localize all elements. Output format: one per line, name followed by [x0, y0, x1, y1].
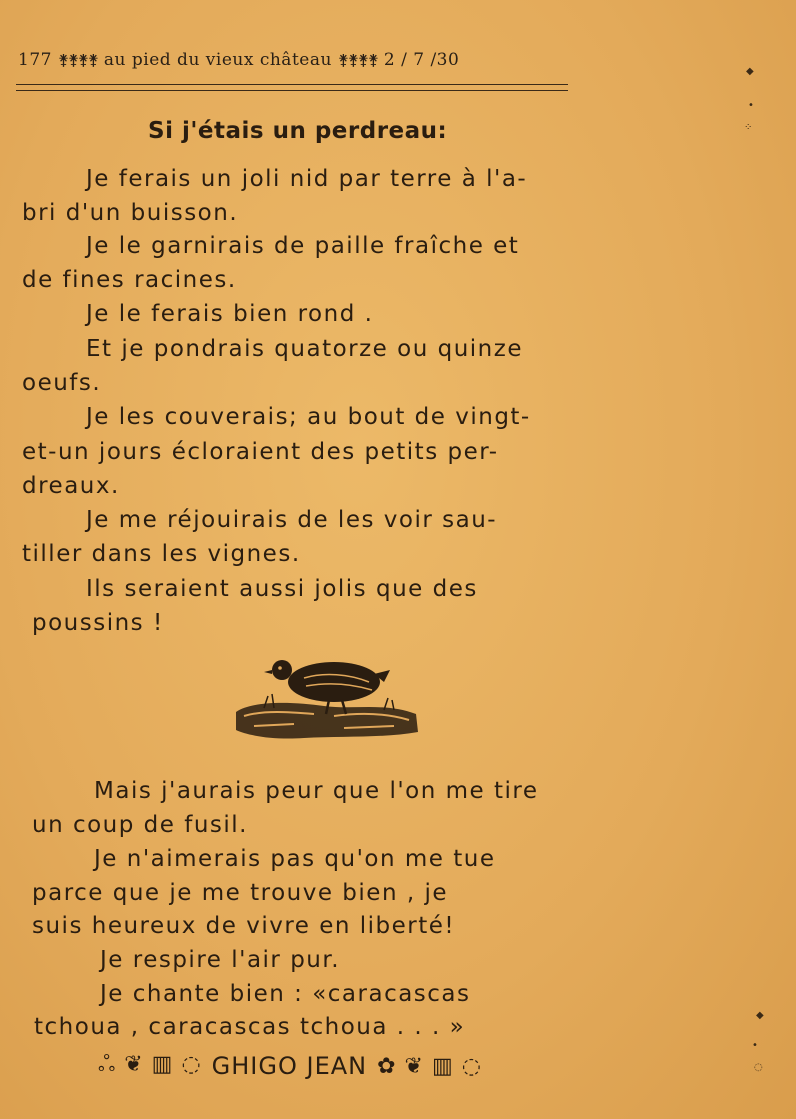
- page-header: [18, 50, 578, 70]
- signature-ornament-right: ✿ ❦ ▥ ◌: [377, 1053, 482, 1079]
- poem-line: Et je pondrais quatorze ou quinze: [86, 336, 523, 362]
- signature-ornament-left: ஃ ❦ ▥ ◌: [98, 1052, 202, 1077]
- author-name: GHIGO JEAN: [211, 1052, 368, 1080]
- poem-line: Mais j'aurais peur que l'on me tire: [94, 778, 539, 804]
- poem-line: bri d'un buisson.: [22, 200, 239, 226]
- poem-line: poussins !: [32, 610, 164, 636]
- poem-title: Si j'étais un perdreau:: [148, 118, 448, 144]
- poem-line: dreaux.: [22, 473, 120, 499]
- margin-speck-icon: ⁘: [744, 122, 753, 133]
- poem-line: de fines racines.: [22, 267, 237, 293]
- margin-speck-icon: ◆: [746, 66, 754, 77]
- header-rule: [16, 84, 568, 91]
- poem-line: Je n'aimerais pas qu'on me tue: [94, 846, 496, 872]
- poem-line: et-un jours écloraient des petits per-: [22, 439, 499, 465]
- margin-speck-icon: ◌: [754, 1062, 763, 1073]
- header-ornament-left: ⚵⚵⚵⚵: [57, 51, 98, 69]
- header-ornament-right: ⚵⚵⚵⚵: [337, 51, 378, 69]
- poem-line: tiller dans les vignes.: [22, 541, 301, 567]
- newsletter-title: au pied du vieux château: [103, 50, 332, 70]
- poem-line: Je respire l'air pur.: [100, 947, 341, 973]
- poem-line: Je chante bien : «caracascas: [100, 981, 471, 1007]
- margin-speck-icon: •: [752, 1040, 758, 1051]
- issue-date: 2 / 7 /30: [383, 50, 460, 70]
- poem-line: Je le garnirais de paille fraîche et: [86, 233, 520, 259]
- poem-line: Je le ferais bien rond .: [86, 301, 374, 327]
- poem-line: un coup de fusil.: [32, 812, 248, 838]
- poem-line: Je me réjouirais de les voir sau-: [86, 507, 498, 533]
- poem-line: tchoua , caracascas tchoua . . . »: [34, 1014, 466, 1040]
- margin-speck-icon: •: [748, 100, 754, 111]
- poem-line: oeufs.: [22, 370, 102, 396]
- poem-line: Ils seraient aussi jolis que des: [86, 576, 478, 602]
- margin-speck-icon: ◆: [756, 1010, 764, 1021]
- poem-line: Je les couverais; au bout de vingt-: [86, 404, 531, 430]
- signature: [98, 1052, 588, 1080]
- partridge-illustration: [234, 652, 420, 744]
- page-number: 177: [18, 50, 52, 70]
- poem-line: suis heureux de vivre en liberté!: [32, 913, 456, 939]
- poem-line: Je ferais un joli nid par terre à l'a-: [86, 166, 528, 192]
- poem-line: parce que je me trouve bien , je: [32, 880, 448, 906]
